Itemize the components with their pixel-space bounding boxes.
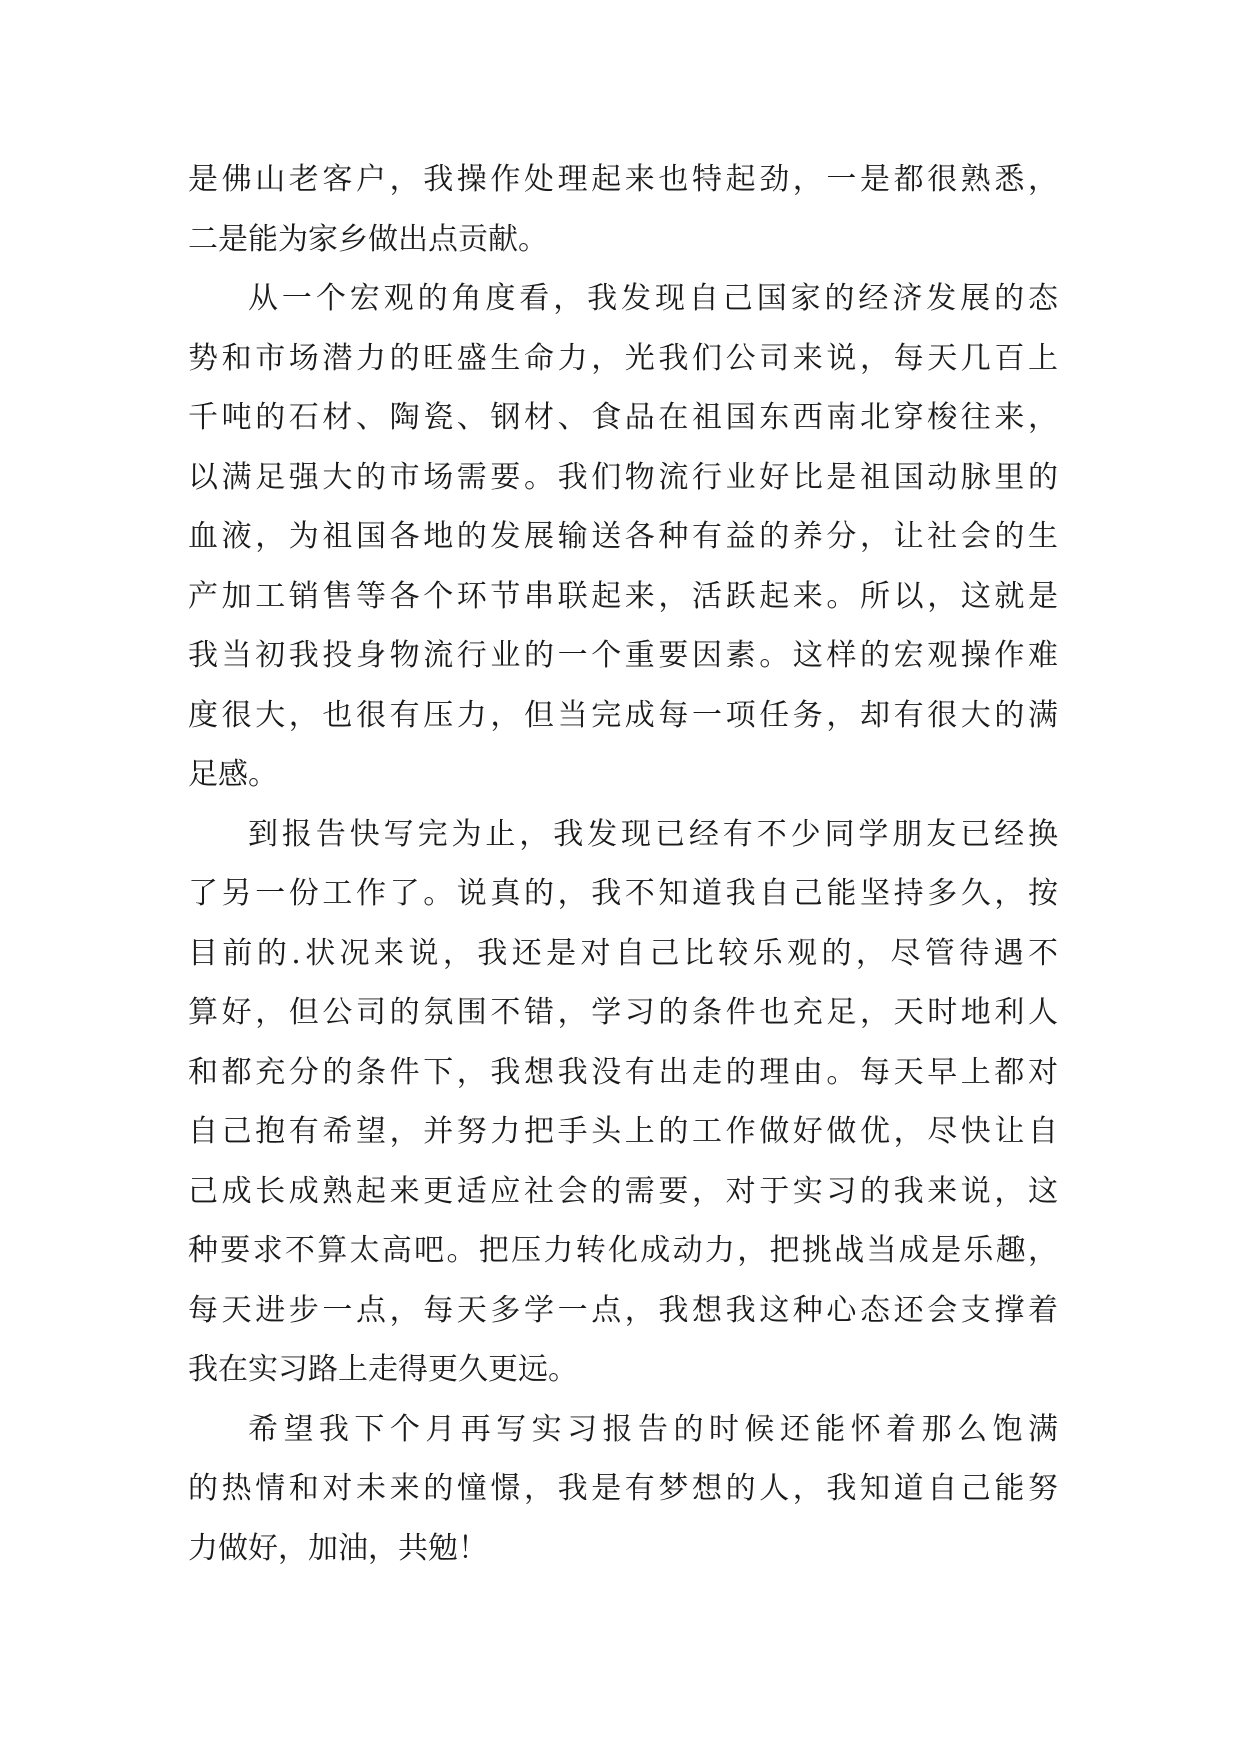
paragraph-2-line-2: 势和市场潜力的旺盛生命力，光我们公司来说，每天几百上 <box>188 340 1058 376</box>
paragraph-3-line-4: 算好，但公司的氛围不错，学习的条件也充足，天时地利人 <box>188 995 1058 1030</box>
paragraph-2-line-6: 产加工销售等各个环节串联起来，活跃起来。所以，这就是 <box>188 578 1058 614</box>
paragraph-4-line-2: 的热情和对未来的憧憬，我是有梦想的人，我知道自己能努 <box>188 1471 1058 1506</box>
paragraph-3-line-5: 和都充分的条件下，我想我没有出走的理由。每天早上都对 <box>188 1054 1058 1090</box>
paragraph-3-line-2: 了另一份工作了。说真的，我不知道我自己能坚持多久，按 <box>188 876 1058 911</box>
paragraph-3-line-3: 目前的.状况来说，我还是对自己比较乐观的，尽管待遇不 <box>188 935 1058 971</box>
paragraph-4-line-3: 力做好，加油，共勉！ <box>188 1530 488 1566</box>
paragraph-2-line-8: 度很大，也很有压力，但当完成每一项任务，却有很大的满 <box>188 697 1058 733</box>
paragraph-3-line-7: 己成长成熟起来更适应社会的需要，对于实习的我来说，这 <box>188 1173 1058 1209</box>
paragraph-2-line-3: 千吨的石材、陶瓷、钢材、食品在祖国东西南北穿梭往来， <box>188 400 1058 435</box>
paragraph-2-line-7: 我当初我投身物流行业的一个重要因素。这样的宏观操作难 <box>188 638 1058 673</box>
paragraph-2-line-4: 以满足强大的市场需要。我们物流行业好比是祖国动脉里的 <box>188 459 1058 495</box>
paragraph-2-line-1: 从一个宏观的角度看，我发现自己国家的经济发展的态 <box>248 281 1058 316</box>
paragraph-4-line-1: 希望我下个月再写实习报告的时候还能怀着那么饱满 <box>248 1411 1058 1447</box>
paragraph-2-line-5: 血液，为祖国各地的发展输送各种有益的养分，让社会的生 <box>188 519 1058 554</box>
body-text <box>188 150 1058 1578</box>
paragraph-1-line-1: 是佛山老客户，我操作处理起来也特起劲，一是都很熟悉， <box>188 162 1058 197</box>
paragraph-3-line-9: 每天进步一点，每天多学一点，我想我这种心态还会支撑着 <box>188 1292 1058 1328</box>
paragraph-3-line-10: 我在实习路上走得更久更远。 <box>188 1352 578 1387</box>
paragraph-2-line-9: 足感。 <box>188 757 278 792</box>
paragraph-3-line-1: 到报告快写完为止，我发现已经有不少同学朋友已经换 <box>248 816 1058 852</box>
paragraph-3-line-8: 种要求不算太高吧。把压力转化成动力，把挑战当成是乐趣， <box>188 1233 1058 1268</box>
paragraph-1-line-2: 二是能为家乡做出点贡献。 <box>188 221 548 257</box>
paragraph-3-line-6: 自己抱有希望，并努力把手头上的工作做好做优，尽快让自 <box>188 1114 1058 1149</box>
